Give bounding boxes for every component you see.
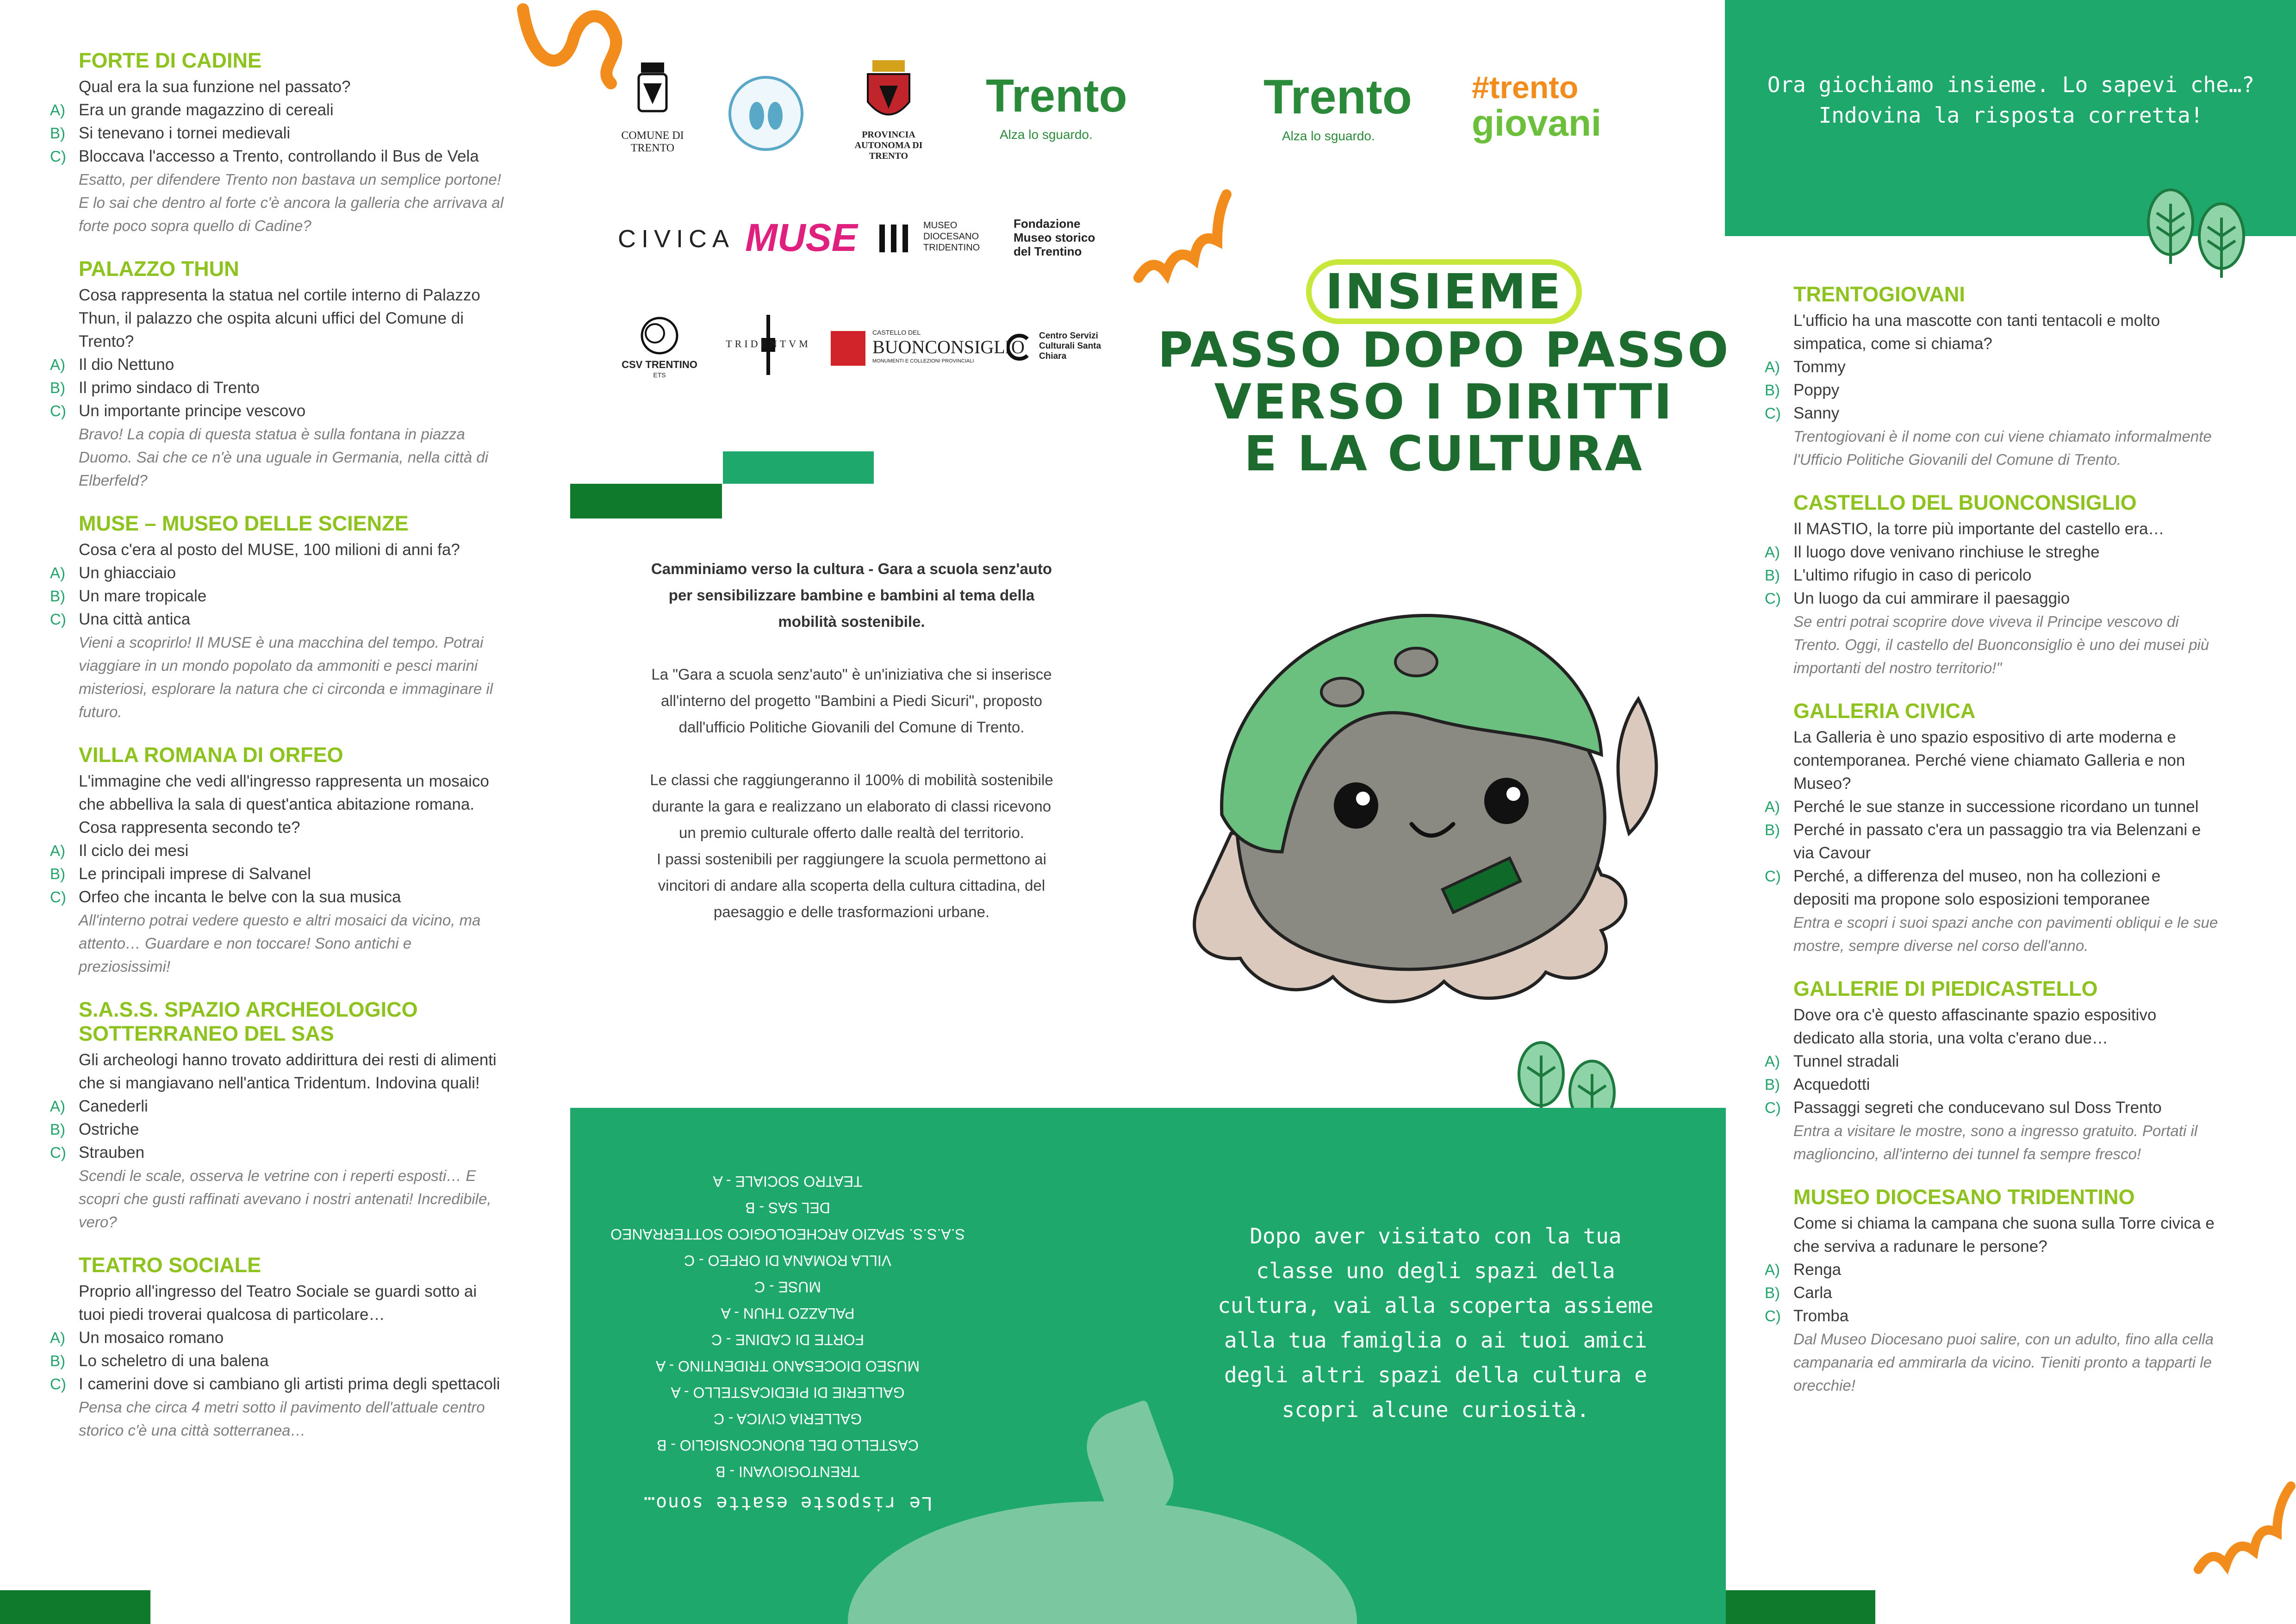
answers-heading: Le risposte esatte sono… [643, 1493, 933, 1514]
santa-chiara-c-icon [1007, 333, 1034, 361]
option-letter: B) [50, 587, 65, 605]
octopus-mascot [1166, 593, 1722, 1018]
option-text: L'ultimo rifugio in caso di pericolo [1793, 566, 2032, 584]
quiz-note: Vieni a scoprirlo! Il MUSE è una macchina del tempo. Potrai viaggiare in un mondo popolato da ammoniti e pesci marini misteriosi, esplorare la natura che ci circonda e immaginare il futuro. [79, 634, 493, 720]
option-text: I camerini dove si cambiano gli artisti prima degli spettacoli [79, 1375, 500, 1393]
option-text: Strauben [79, 1143, 145, 1162]
columns-icon [877, 222, 914, 255]
left-quiz-panel [50, 49, 504, 1462]
option-letter: C) [1765, 590, 1781, 607]
quiz-note: Se entri potrai scoprire dove viveva il Principe vescovo di Trento. Oggi, il castello del Buonconsiglio è uno dei musei più importanti del nostro territorio!" [1793, 613, 2209, 676]
quiz-option [50, 1349, 504, 1373]
answer-line: TEATRO SOCIALE - A [713, 1173, 863, 1190]
option-letter: B) [50, 1121, 65, 1138]
quiz-option [1765, 379, 2219, 402]
decor-bar-bottom-right [1725, 1590, 1875, 1624]
fondazione-museo-storico-logo: Fondazione Museo storico del Trentino [1014, 217, 1095, 258]
option-text: Perché, a differenza del museo, non ha collezioni e depositi ma propone solo esposizioni temporanee [1793, 867, 2161, 908]
option-text: Il luogo dove venivano rinchiuse le streghe [1793, 543, 2100, 561]
quiz-section [50, 998, 504, 1234]
quiz-section-title: CASTELLO DEL BUONCONSIGLIO [1793, 491, 2137, 514]
quiz-option [1765, 1258, 2219, 1281]
answer-line: TRENTOGIOVANI - B [716, 1463, 860, 1480]
quiz-option [1765, 356, 2219, 379]
answer-line: PALAZZO THUN - A [721, 1305, 855, 1322]
option-text: Ostriche [79, 1120, 139, 1138]
option-letter: A) [1765, 798, 1780, 815]
option-letter: C) [50, 888, 66, 906]
quiz-option [50, 99, 504, 122]
buonconsiglio-logo-sub: MONUMENTI E COLLEZIONI PROVINCIALI [872, 358, 974, 364]
quiz-section [1765, 491, 2219, 680]
quiz-section-title: GALLERIA CIVICA [1793, 699, 1976, 723]
quiz-option [50, 353, 504, 376]
answers-box [570, 1108, 1726, 1624]
orange-squiggle-top [504, 0, 639, 93]
quiz-section-title: GALLERIE DI PIEDICASTELLO [1793, 977, 2098, 1000]
option-letter: B) [1765, 567, 1780, 584]
trento-logo-tagline-2: Alza lo sguardo. [1282, 129, 1375, 143]
comune-logo-text: COMUNE DI TRENTO [621, 130, 684, 154]
quiz-note: All'interno potrai vedere questo e altri mosaici da vicino, ma attento… Guardare e non toccare! Sono antichi e preziosissimi! [79, 912, 481, 975]
option-letter: A) [50, 1329, 65, 1346]
quiz-section [1765, 1185, 2219, 1397]
buonconsiglio-logo-pre: CASTELLO DEL [872, 329, 921, 336]
option-letter: A) [1765, 358, 1780, 375]
answer-line: VILLA ROMANA DI ORFEO - C [684, 1252, 892, 1269]
option-letter: A) [1765, 1053, 1780, 1070]
option-letter: B) [1765, 1076, 1780, 1093]
quiz-question: Gli archeologi hanno trovato addirittura dei resti di alimenti che si mangiavano nell'antica Tridentum. Indovina quali! [79, 1051, 497, 1092]
quiz-option [50, 400, 504, 423]
quiz-option [1765, 795, 2219, 818]
decor-bar-bottom-left [0, 1590, 150, 1624]
buonconsiglio-logo [831, 329, 1025, 370]
quiz-option [1765, 1096, 2219, 1119]
csv-trentino-logo [618, 315, 701, 380]
option-letter: C) [50, 1375, 66, 1393]
option-letter: C) [1765, 1099, 1781, 1116]
quiz-question: L'ufficio ha una mascotte con tanti tentacoli e molto simpatica, come si chiama? [1793, 312, 2160, 353]
quiz-section [1765, 977, 2219, 1166]
quiz-note: Scendi le scale, osserva le vetrine con i reperti esposti… E scopri che gusti raffinati avevano i nostri antenati! Incredibile, vero? [79, 1167, 492, 1230]
answer-line: MUSEO DIOCESANO TRIDENTINO - A [655, 1358, 920, 1374]
option-text: Tunnel stradali [1793, 1052, 1899, 1070]
title-line-1: PASSO DOPO PASSO [1157, 322, 1730, 378]
museo-diocesano-logo-text: MUSEO DIOCESANO TRIDENTINO [923, 220, 980, 253]
option-text: Un mare tropicale [79, 587, 207, 605]
option-letter: B) [50, 865, 65, 882]
option-letter: A) [50, 1098, 65, 1115]
option-text: Passaggi segreti che conducevano sul Doss Trento [1793, 1099, 2162, 1117]
option-letter: C) [1765, 868, 1781, 885]
option-letter: A) [50, 356, 65, 373]
quiz-section [1765, 699, 2219, 957]
intro-bold: Camminiamo verso la cultura - Gara a scuola senz'auto per sensibilizzare bambine e bambini al tema della mobilità sostenibile. [651, 560, 1052, 630]
quiz-question: La Galleria è uno spazio espositivo di arte moderna e contemporanea. Perché viene chiamato Galleria e non Museo? [1793, 728, 2185, 793]
quiz-section [1765, 282, 2219, 471]
quiz-option [50, 585, 504, 608]
quiz-option [50, 145, 504, 168]
quiz-question: Proprio all'ingresso del Teatro Sociale se guardi sotto ai tuoi piedi troverai qualcosa di particolare… [79, 1282, 477, 1324]
option-text: Perché le sue stanze in successione ricordano un tunnel [1793, 798, 2199, 816]
right-quiz-panel [1765, 282, 2219, 1417]
quiz-note: Bravo! La copia di questa statua è sulla fontana in piazza Duomo. Sai che ce n'è una uguale in Germania, nella città di Elberfeld? [79, 425, 488, 489]
trees-icon [2138, 185, 2249, 287]
quiz-note: Esatto, per difendere Trento non bastava un semplice portone! E lo sai che dentro al forte c'è ancora la galleria che arrivava al forte poco sopra quello di Cadine? [79, 171, 504, 234]
option-text: Sanny [1793, 404, 1840, 422]
trento-logo-word-2: Trento [1263, 70, 1412, 124]
option-letter: A) [50, 101, 65, 119]
quiz-section-title: TRENTOGIOVANI [1793, 282, 1965, 306]
quiz-option [50, 562, 504, 585]
trento-logo-tagline: Alza lo sguardo. [1000, 127, 1093, 142]
option-text: Il primo sindaco di Trento [79, 379, 260, 397]
option-text: Acquedotti [1793, 1075, 1870, 1093]
tridentum-logo-text: TRIDENTVM [726, 338, 811, 350]
option-letter: B) [1765, 1284, 1780, 1301]
santa-chiara-logo-text: Centro Servizi Culturali Santa Chiara [1039, 331, 1101, 361]
quiz-option [50, 1326, 504, 1349]
coat-of-arms-icon [634, 60, 671, 120]
quiz-section-title: MUSEO DIOCESANO TRIDENTINO [1793, 1185, 2135, 1209]
option-text: Un mosaico romano [79, 1329, 224, 1347]
quiz-note: Trentogiovani è il nome con cui viene chiamato informalmente l'Ufficio Politiche Giovanili del Comune di Trento. [1793, 428, 2212, 468]
quiz-option [50, 1141, 504, 1164]
quiz-section-title: VILLA ROMANA DI ORFEO [79, 743, 343, 767]
trentogiovani-logo-line2: giovani [1472, 102, 1602, 144]
quiz-note: Dal Museo Diocesano puoi salire, con un adulto, fino alla cella campanaria ed ammirarla da vicino. Tieniti pronto a tapparti le orecchie! [1793, 1330, 2214, 1394]
option-text: Era un grande magazzino di cereali [79, 101, 334, 119]
option-letter: C) [50, 148, 66, 165]
option-text: Carla [1793, 1284, 1832, 1302]
option-letter: C) [50, 611, 66, 628]
csv-swirl-icon [636, 315, 683, 356]
answer-line: GALLERIA CIVICA - C [713, 1411, 862, 1427]
option-text: Orfeo che incanta le belve con la sua musica [79, 888, 401, 906]
option-text: Il ciclo dei mesi [79, 842, 189, 860]
quiz-option [1765, 1073, 2219, 1096]
option-text: Renga [1793, 1261, 1842, 1279]
muse-logo: MUSE [745, 216, 858, 259]
quiz-question: L'immagine che vedi all'ingresso rappresenta un mosaico che abbelliva la sala di quest'antica abitazione romana. Cosa rappresenta secondo te? [79, 772, 489, 837]
trento-logo-small [986, 69, 1127, 153]
quiz-option [1765, 1305, 2219, 1328]
option-text: Un ghiacciaio [79, 564, 176, 582]
option-text: Le principali imprese di Salvanel [79, 865, 311, 883]
trentogiovani-logo [1472, 69, 1602, 148]
option-letter: C) [1765, 405, 1781, 422]
quiz-option [1765, 564, 2219, 587]
quiz-question: Cosa rappresenta la statua nel cortile interno di Palazzo Thun, il palazzo che ospita alcuni uffici del Comune di Trento? [79, 286, 480, 350]
quiz-option [1765, 541, 2219, 564]
quiz-option [50, 1373, 504, 1396]
option-letter: B) [50, 1352, 65, 1369]
quiz-note: Entra a visitare le mostre, sono a ingresso gratuito. Portati il maglioncino, all'interno dei tunnel fa sempre fresco! [1793, 1122, 2198, 1162]
option-letter: B) [50, 125, 65, 142]
buonconsiglio-logo-text: BUONCONSIGLIO [872, 337, 1025, 357]
option-text: Canederli [79, 1097, 148, 1115]
option-letter: C) [1765, 1307, 1781, 1324]
orange-zigzag-bottom [2194, 1468, 2296, 1579]
answer-lines [607, 1168, 968, 1485]
quiz-option [50, 376, 504, 400]
option-text: Poppy [1793, 381, 1840, 399]
option-text: Una città antica [79, 610, 191, 628]
csv-logo-text: CSV TRENTINO [622, 359, 697, 370]
provincia-logo-text: PROVINCIA AUTONOMA DI TRENTO [854, 130, 923, 161]
eagle-shield-icon [861, 58, 916, 127]
quiz-option [1765, 1281, 2219, 1305]
tridentum-logo [724, 315, 812, 375]
answer-line: MUSE - C [754, 1279, 821, 1295]
quiz-option [50, 839, 504, 862]
quiz-option [50, 608, 504, 631]
quiz-option [50, 1118, 504, 1141]
answer-line: FORTE DI CADINE - C [711, 1331, 865, 1348]
quiz-option [50, 122, 504, 145]
museo-diocesano-logo [877, 220, 983, 257]
option-letter: A) [1765, 543, 1780, 561]
answer-line: GALLERIE DI PIEDICASTELLO - A [671, 1384, 905, 1401]
santa-chiara-logo [1007, 331, 1118, 368]
option-letter: B) [1765, 381, 1780, 399]
option-letter: A) [50, 842, 65, 859]
option-text: Lo scheletro di una balena [79, 1352, 269, 1370]
quiz-question: Qual era la sua funzione nel passato? [79, 78, 351, 96]
quiz-section [50, 743, 504, 978]
quiz-section-title: FORTE DI CADINE [79, 49, 262, 72]
quiz-section-title: MUSE – MUSEO DELLE SCIENZE [79, 512, 409, 535]
quiz-option [1765, 1050, 2219, 1073]
title-highlight: INSIEME [1306, 259, 1582, 324]
quiz-question: Il MASTIO, la torre più importante del castello era… [1793, 520, 2165, 538]
quiz-section [50, 257, 504, 492]
quiz-question: Come si chiama la campana che suona sulla Torre civica e che serviva a radunare le persone? [1793, 1214, 2215, 1255]
quiz-question: Dove ora c'è questo affascinante spazio espositivo dedicato alla storia, una volta c'erano due… [1793, 1006, 2157, 1047]
civica-logo: CIVICA [618, 225, 735, 253]
option-letter: A) [50, 564, 65, 581]
decor-bar-dark [570, 484, 722, 518]
quiz-section [50, 512, 504, 724]
quiz-option [50, 1095, 504, 1118]
quiz-option [1765, 402, 2219, 425]
decor-bar-light [723, 451, 874, 484]
quiz-option [1765, 818, 2219, 865]
quiz-section [50, 1253, 504, 1442]
option-text: Un luogo da cui ammirare il paesaggio [1793, 589, 2070, 607]
trento-logo-large [1263, 69, 1412, 153]
option-text: Il dio Nettuno [79, 356, 174, 374]
answer-line: CASTELLO DEL BUONCONSIGLIO - B [656, 1437, 919, 1454]
quiz-question: Cosa c'era al posto del MUSE, 100 milioni di anni fa? [79, 541, 460, 559]
quiz-note: Entra e scopri i suoi spazi anche con pavimenti obliqui e le sue mostre, sempre diverse nel corso dell'anno. [1793, 914, 2218, 954]
main-title [1148, 259, 1740, 480]
answer-line: S.A.S.S. SPAZIO ARCHEOLOGICO SOTTERRANEO DEL SAS - B [610, 1199, 965, 1243]
quiz-option [1765, 865, 2219, 911]
csv-logo-sub: ETS [653, 371, 666, 379]
option-text: Bloccava l'accesso a Trento, controllando il Bus de Vela [79, 147, 479, 165]
title-line-2: VERSO I DIRITTI [1214, 374, 1674, 430]
option-text: Si tenevano i tornei medievali [79, 124, 291, 142]
option-text: Tommy [1793, 358, 1846, 376]
trentogiovani-logo-line1: #trento [1472, 70, 1579, 105]
intro-paragraph-2: Le classi che raggiungeranno il 100% di mobilità sostenibile durante la gara e realizzano un elaborato di classi ricevono un premio culturale offerto dalle realtà del territorio. [650, 771, 1053, 841]
provincia-logo [847, 58, 930, 160]
intro-paragraph-3: I passi sostenibili per raggiungere la scuola permettono ai vincitori di andare alla scoperta della cultura cittadina, del paesaggio e delle trasformazioni urbane. [657, 850, 1046, 920]
family-visit-message: Dopo aver visitato con la tua classe uno degli spazi della cultura, vai alla scoperta assieme alla tua famiglia o ai tuoi amici degli altri spazi della cultura e scopri alcune curiosità. [1218, 1224, 1654, 1422]
quiz-section-title: S.A.S.S. SPAZIO ARCHEOLOGICO SOTTERRANEO DEL SAS [79, 998, 418, 1045]
option-letter: C) [50, 402, 66, 419]
bambini-piedi-sicuri-logo [727, 74, 805, 153]
intro-text [648, 556, 1055, 951]
answers-list [607, 1168, 968, 1522]
option-letter: C) [50, 1144, 66, 1161]
quiz-option [50, 886, 504, 909]
title-line-3: E LA CULTURA [1244, 425, 1644, 482]
quiz-note: Pensa che circa 4 metri sotto il pavimento dell'attuale centro storico c'è una città sotterranea… [79, 1399, 485, 1439]
quiz-section [50, 49, 504, 237]
trento-logo-word: Trento [986, 70, 1127, 122]
option-text: Tromba [1793, 1307, 1849, 1325]
quiz-section-title: TEATRO SOCIALE [79, 1253, 261, 1277]
option-letter: B) [50, 379, 65, 396]
quiz-option [1765, 587, 2219, 610]
quiz-section-title: PALAZZO THUN [79, 257, 239, 281]
option-letter: A) [1765, 1261, 1780, 1278]
quiz-option [50, 862, 504, 886]
option-text: Un importante principe vescovo [79, 402, 306, 420]
buonconsiglio-mark-icon [831, 331, 865, 366]
quiz-intro-message: Ora giochiamo insieme. Lo sapevi che…? Indovina la risposta corretta! [1767, 72, 2255, 128]
option-text: Perché in passato c'era un passaggio tra via Belenzani e via Cavour [1793, 821, 2201, 862]
intro-paragraph-1: La "Gara a scuola senz'auto" è un'iniziativa che si inserisce all'interno del progetto "Bambini a Piedi Sicuri", proposto dall'ufficio Politiche Giovanili del Comune di Trento. [651, 666, 1052, 736]
option-letter: B) [1765, 821, 1780, 838]
